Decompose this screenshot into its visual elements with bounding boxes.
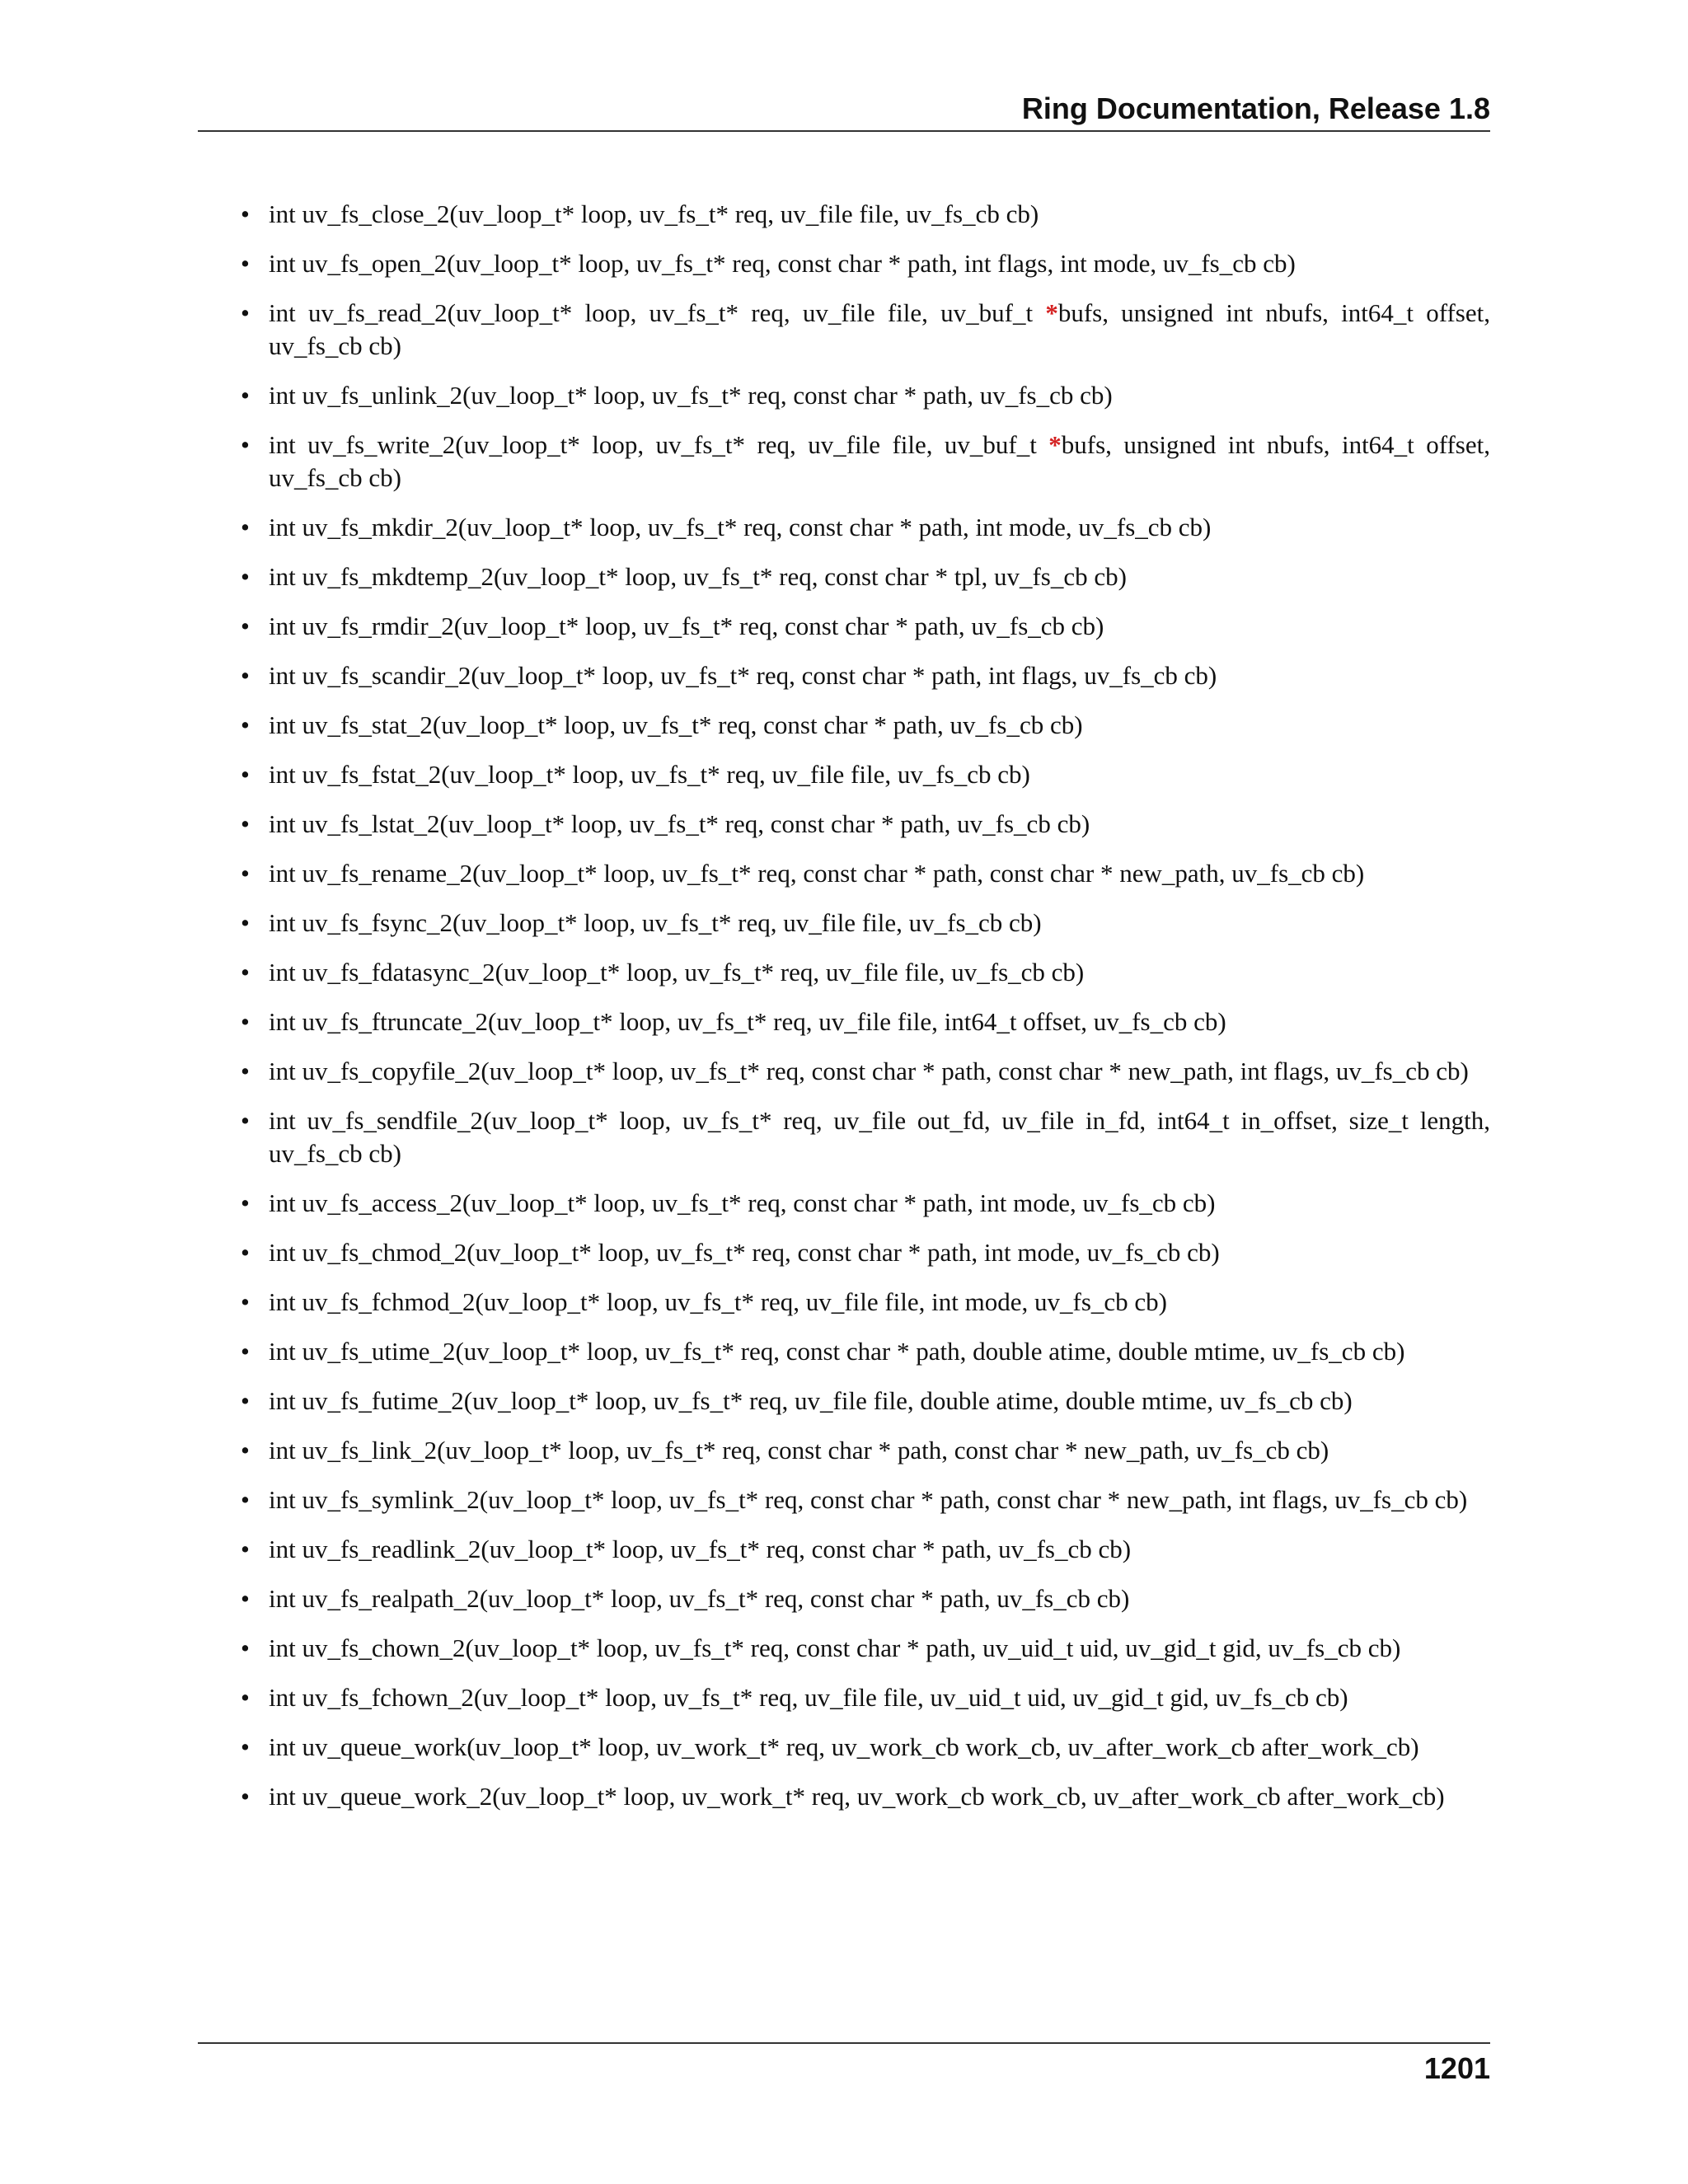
list-item — [239, 511, 1490, 544]
function-signature: int uv_fs_access_2(uv_loop_t* loop, uv_fs_t* req, const char * path, int mode, uv_fs_cb cb) — [269, 1188, 1216, 1217]
bullet-icon: • — [241, 1188, 250, 1217]
bullet-icon: • — [241, 1584, 250, 1613]
list-item — [239, 956, 1490, 989]
bullet-icon: • — [241, 1337, 250, 1366]
bullet-icon: • — [241, 710, 250, 739]
function-signature: int uv_fs_mkdtemp_2(uv_loop_t* loop, uv_fs_t* req, const char * tpl, uv_fs_cb cb) — [269, 562, 1127, 591]
function-signature: int uv_fs_readlink_2(uv_loop_t* loop, uv_fs_t* req, const char * path, uv_fs_cb cb) — [269, 1535, 1132, 1563]
list-item — [239, 1780, 1490, 1813]
function-signature: int uv_fs_scandir_2(uv_loop_t* loop, uv_fs_t* req, const char * path, int flags, uv_fs_cb cb) — [269, 661, 1217, 690]
list-item — [239, 1385, 1490, 1418]
bullet-icon: • — [241, 1287, 250, 1316]
function-signature: int uv_fs_read_2(uv_loop_t* loop, uv_fs_t* req, uv_file file, uv_buf_t — [269, 298, 1046, 327]
function-signature: int uv_fs_open_2(uv_loop_t* loop, uv_fs_t* req, const char * path, int flags, int mode, uv_fs_cb cb) — [269, 249, 1296, 278]
list-item — [239, 1187, 1490, 1220]
list-item — [239, 247, 1490, 280]
list-item — [239, 709, 1490, 742]
function-signature: int uv_queue_work(uv_loop_t* loop, uv_work_t* req, uv_work_cb work_cb, uv_after_work_cb after_work_cb) — [269, 1732, 1419, 1761]
function-signature: int uv_fs_mkdir_2(uv_loop_t* loop, uv_fs_t* req, const char * path, int mode, uv_fs_cb cb) — [269, 513, 1212, 541]
function-signature: int uv_fs_fstat_2(uv_loop_t* loop, uv_fs_t* req, uv_file file, uv_fs_cb cb) — [269, 760, 1030, 789]
function-signature: int uv_fs_unlink_2(uv_loop_t* loop, uv_fs_t* req, const char * path, uv_fs_cb cb) — [269, 381, 1113, 410]
function-signature: int uv_fs_close_2(uv_loop_t* loop, uv_fs_t* req, uv_file file, uv_fs_cb cb) — [269, 199, 1039, 228]
function-signature: int uv_fs_rename_2(uv_loop_t* loop, uv_fs_t* req, const char * path, const char * new_path, uv_fs_cb cb) — [269, 859, 1365, 888]
bullet-icon: • — [241, 1007, 250, 1036]
list-item — [239, 1731, 1490, 1764]
function-signature: int uv_fs_futime_2(uv_loop_t* loop, uv_fs_t* req, uv_file file, double atime, double mtime, uv_fs_cb cb) — [269, 1386, 1353, 1415]
bullet-icon: • — [241, 1683, 250, 1712]
function-signature: int uv_fs_link_2(uv_loop_t* loop, uv_fs_t* req, const char * path, const char * new_path, uv_fs_cb cb) — [269, 1436, 1329, 1465]
bullet-icon: • — [241, 513, 250, 541]
list-item — [239, 1286, 1490, 1319]
bullet-icon: • — [241, 1535, 250, 1563]
function-signature: int uv_fs_chmod_2(uv_loop_t* loop, uv_fs_t* req, const char * path, int mode, uv_fs_cb cb) — [269, 1238, 1220, 1267]
function-signature: int uv_fs_fsync_2(uv_loop_t* loop, uv_fs_t* req, uv_file file, uv_fs_cb cb) — [269, 908, 1042, 937]
list-item — [239, 1236, 1490, 1269]
bullet-icon: • — [241, 809, 250, 838]
bullet-icon: • — [241, 1485, 250, 1514]
function-signature: int uv_fs_lstat_2(uv_loop_t* loop, uv_fs_t* req, const char * path, uv_fs_cb cb) — [269, 809, 1090, 838]
function-signature: int uv_fs_symlink_2(uv_loop_t* loop, uv_fs_t* req, const char * path, const char * new_path, int flags, uv_fs_cb cb) — [269, 1485, 1468, 1514]
list-item — [239, 1533, 1490, 1566]
function-signature: int uv_fs_fdatasync_2(uv_loop_t* loop, uv_fs_t* req, uv_file file, uv_fs_cb cb) — [269, 958, 1085, 987]
function-list — [239, 198, 1490, 1830]
bullet-icon: • — [241, 1782, 250, 1811]
bullet-icon: • — [241, 760, 250, 789]
pointer-asterisk: * — [1045, 298, 1058, 327]
function-signature: int uv_fs_stat_2(uv_loop_t* loop, uv_fs_t* req, const char * path, uv_fs_cb cb) — [269, 710, 1083, 739]
bullet-icon: • — [241, 1106, 250, 1135]
page-number: 1201 — [1423, 2051, 1490, 2085]
list-item — [239, 198, 1490, 231]
header-rule — [198, 130, 1490, 132]
list-item — [239, 1005, 1490, 1038]
bullet-icon: • — [241, 1633, 250, 1662]
function-signature: int uv_fs_copyfile_2(uv_loop_t* loop, uv_fs_t* req, const char * path, const char * new_path, int flags, uv_fs_cb cb) — [269, 1057, 1469, 1085]
bullet-icon: • — [241, 562, 250, 591]
function-signature: int uv_fs_realpath_2(uv_loop_t* loop, uv_fs_t* req, const char * path, uv_fs_cb cb) — [269, 1584, 1130, 1613]
list-item — [239, 1335, 1490, 1368]
function-signature: int uv_fs_fchown_2(uv_loop_t* loop, uv_fs_t* req, uv_file file, uv_uid_t uid, uv_gid_t gid, uv_fs_cb cb) — [269, 1683, 1348, 1712]
list-item — [239, 1632, 1490, 1665]
pointer-asterisk: * — [1048, 430, 1062, 459]
list-item — [239, 1681, 1490, 1714]
list-item — [239, 857, 1490, 890]
running-header: Ring Documentation, Release 1.8 — [1021, 91, 1490, 125]
list-item — [239, 379, 1490, 412]
function-signature-rest: bufs, unsigned int nbufs, int64_t offset, uv_fs_cb cb) — [269, 430, 1490, 492]
bullet-icon: • — [241, 1057, 250, 1085]
bullet-icon: • — [241, 249, 250, 278]
bullet-icon: • — [241, 1732, 250, 1761]
list-item — [239, 1055, 1490, 1088]
bullet-icon: • — [241, 661, 250, 690]
list-item — [239, 610, 1490, 643]
list-item — [239, 1483, 1490, 1516]
bullet-icon: • — [241, 612, 250, 640]
function-signature: int uv_fs_write_2(uv_loop_t* loop, uv_fs_t* req, uv_file file, uv_buf_t — [269, 430, 1049, 459]
bullet-icon: • — [241, 1436, 250, 1465]
list-item — [239, 1434, 1490, 1467]
bullet-icon: • — [241, 199, 250, 228]
function-signature: int uv_fs_sendfile_2(uv_loop_t* loop, uv_fs_t* req, uv_file out_fd, uv_file in_fd, int64_t in_offset, size_t length, uv_fs_cb cb) — [269, 1106, 1490, 1168]
list-item — [239, 1582, 1490, 1615]
list-item — [239, 659, 1490, 692]
list-item — [239, 808, 1490, 841]
function-signature: int uv_fs_rmdir_2(uv_loop_t* loop, uv_fs_t* req, const char * path, uv_fs_cb cb) — [269, 612, 1104, 640]
list-item — [239, 907, 1490, 940]
list-item — [239, 758, 1490, 791]
bullet-icon: • — [241, 859, 250, 888]
list-item — [239, 1104, 1490, 1170]
function-signature: int uv_fs_fchmod_2(uv_loop_t* loop, uv_fs_t* req, uv_file file, int mode, uv_fs_cb cb) — [269, 1287, 1167, 1316]
footer-rule — [198, 2042, 1490, 2044]
list-item — [239, 560, 1490, 593]
function-signature: int uv_fs_utime_2(uv_loop_t* loop, uv_fs_t* req, const char * path, double atime, double mtime, uv_fs_cb cb) — [269, 1337, 1405, 1366]
function-signature-rest: bufs, unsigned int nbufs, int64_t offset, uv_fs_cb cb) — [269, 298, 1490, 360]
bullet-icon: • — [241, 1238, 250, 1267]
bullet-icon: • — [241, 1386, 250, 1415]
function-signature: int uv_queue_work_2(uv_loop_t* loop, uv_work_t* req, uv_work_cb work_cb, uv_after_work_cb after_work_cb) — [269, 1782, 1445, 1811]
bullet-icon: • — [241, 381, 250, 410]
bullet-icon: • — [241, 958, 250, 987]
list-item — [239, 297, 1490, 363]
bullet-icon: • — [241, 430, 250, 459]
function-signature: int uv_fs_chown_2(uv_loop_t* loop, uv_fs_t* req, const char * path, uv_uid_t uid, uv_gid_t gid, uv_fs_cb cb) — [269, 1633, 1401, 1662]
list-item — [239, 429, 1490, 494]
function-signature: int uv_fs_ftruncate_2(uv_loop_t* loop, uv_fs_t* req, uv_file file, int64_t offset, uv_fs_cb cb) — [269, 1007, 1226, 1036]
bullet-icon: • — [241, 908, 250, 937]
bullet-icon: • — [241, 298, 250, 327]
